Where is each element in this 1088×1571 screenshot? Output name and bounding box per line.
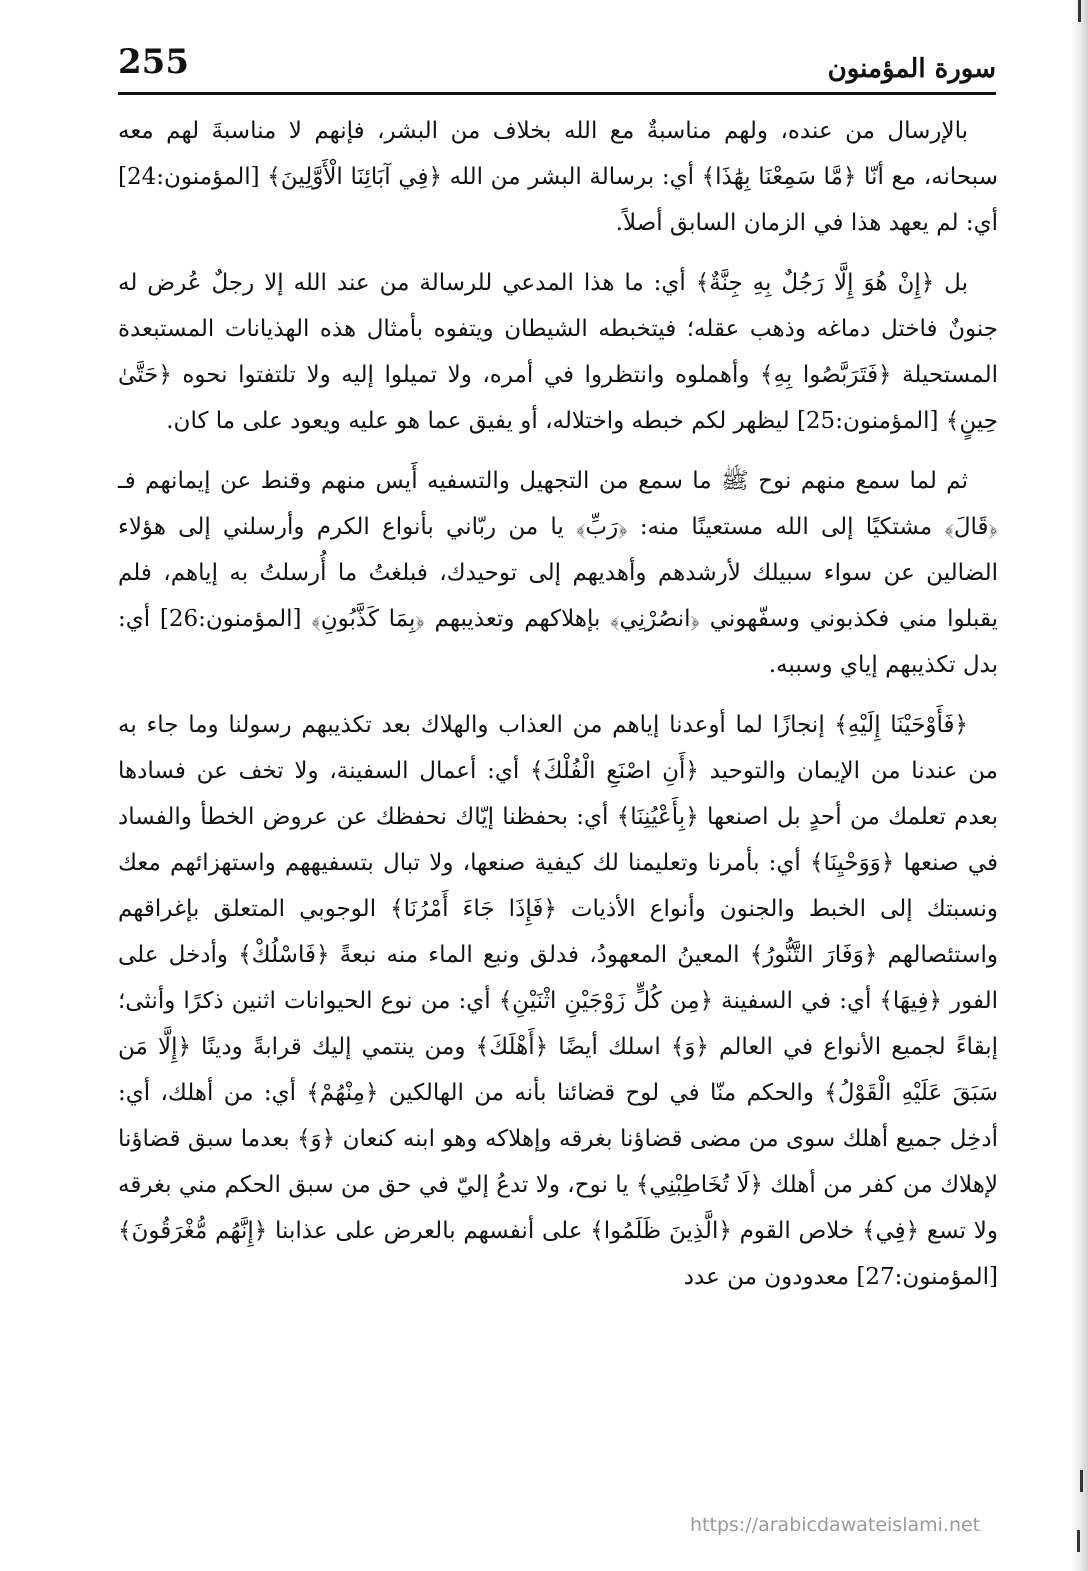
- scan-mark: [1077, 1530, 1080, 1552]
- page-number: 255: [118, 42, 189, 82]
- scan-edge: [1072, 0, 1088, 1571]
- commentary-text: [118, 108, 998, 1314]
- page-header: [118, 40, 996, 95]
- scan-mark: [1080, 1470, 1083, 1492]
- watermark-url: https://arabicdawateislami.net: [690, 1514, 981, 1536]
- paragraph-3: ثم لما سمع منهم نوح ﷺ ما سمع من التجهيل والتسفيه أَيس منهم وقنط عن إيمانهم فـ ﴿قَالَ﴾ مشتكيًا إلى الله مستعينًا منه: ﴿رَبِّ﴾ يا من ربّاني بأنواع الكرم وأرسلني إلى هؤلاء الضالين عن سواء سبيلك لأرشدهم وأهديهم إلى توحيدك، فبلغتُ ما أُرسلتُ به إياهم، فلم يقبلوا مني فكذبوني وسفّهوني ﴿انصُرْنِي﴾ بإهلاكهم وتعذيبهم ﴿بِمَا كَذَّبُونِ﴾ [المؤمنون:26] أي: بدل تكذيبهم إياي وسببه.: [118, 468, 998, 678]
- paragraph-1: بالإرسال من عنده، ولهم مناسبةٌ مع الله بخلاف من البشر، فإنهم لا مناسبةَ لهم معه سبحانه، مع أنّا ﴿مَّا سَمِعْنَا بِهَٰذَا﴾ أي: برسالة البشر من الله ﴿فِي آبَائِنَا الْأَوَّلِينَ﴾ [المؤمنون:24] أي: لم يعهد هذا في الزمان السابق أصلاً.: [118, 118, 998, 236]
- paragraph-4: ﴿فَأَوْحَيْنَا إِلَيْهِ﴾ إنجازًا لما أوعدنا إياهم من العذاب والهلاك بعد تكذيبهم رسولنا وما جاء به من عندنا من الإيمان والتوحيد ﴿أَنِ اصْنَعِ الْفُلْكَ﴾ أي: أعمال السفينة، ولا تخف عن فسادها بعدم تعلمك من أحدٍ بل اصنعها ﴿بِأَعْيُنِنَا﴾ أي: بحفظنا إيّاك نحفظك عن عروض الخطأ والفساد في صنعها ﴿وَوَحْيِنَا﴾ أي: بأمرنا وتعليمنا لك كيفية صنعها، ولا تبال بتسفيههم واستهزائهم معك ونسبتك إلى الخبط والجنون وأنواع الأذيات ﴿فَإِذَا جَاءَ أَمْرُنَا﴾ الوجوبي المتعلق بإغراقهم واستئصالهم ﴿وَفَارَ التَّنُّورُ﴾ المعينُ المعهودُ، فدلق ونبع الماء منه نبعةً ﴿فَاسْلُكْ﴾ وأدخل على الفور ﴿فِيهَا﴾ أي: في السفينة ﴿مِن كُلٍّ زَوْجَيْنِ اثْنَيْنِ﴾ أي: من نوع الحيوانات اثنين ذكرًا وأنثى؛ إبقاءً لجميع الأنواع في العالم ﴿وَ﴾ اسلك أيضًا ﴿أَهْلَكَ﴾ ومن ينتمي إليك قرابةً ودينًا ﴿إِلَّا مَن سَبَقَ عَلَيْهِ الْقَوْلُ﴾ والحكم منّا في لوح قضائنا بأنه من الهالكين ﴿مِنْهُمْ﴾ أي: من أهلك، أي: أدخِل جميع أهلك سوى من مضى قضاؤنا بغرقه وإهلاكه وهو ابنه كنعان ﴿وَ﴾ بعدما سبق قضاؤنا لإهلاك من كفر من أهلك ﴿لَا تُخَاطِبْنِي﴾ يا نوح، ولا تدعُ إليّ في حق من سبق الحكم مني بغرقه ولا تسع ﴿فِي﴾ خلاص القوم ﴿الَّذِينَ ظَلَمُوا﴾ على أنفسهم بالعرض على عذابنا ﴿إِنَّهُم مُّغْرَقُونَ﴾ [المؤمنون:27] معدودون من عدد: [118, 712, 998, 1290]
- scan-mark: [1078, 0, 1081, 22]
- paragraph-2: بل ﴿إِنْ هُوَ إِلَّا رَجُلٌ بِهِ جِنَّةٌ﴾ أي: ما هذا المدعي للرسالة من عند الله إلا رجلٌ عُرض له جنونٌ فاختل دماغه وذهب عقله؛ فيتخبطه الشيطان ويتفوه بأمثال هذه الهذيانات المستبعدة المستحيلة ﴿فَتَرَبَّصُوا بِهِ﴾ وأهملوه وانتظروا في أمره، ولا تميلوا إليه ولا تلتفتوا نحوه ﴿حَتَّىٰ حِينٍ﴾ [المؤمنون:25] ليظهر لكم خبطه واختلاله، أو يفيق عما هو عليه ويعود على ما كان.: [118, 270, 998, 434]
- surah-title: سورة المؤمنون: [827, 54, 996, 84]
